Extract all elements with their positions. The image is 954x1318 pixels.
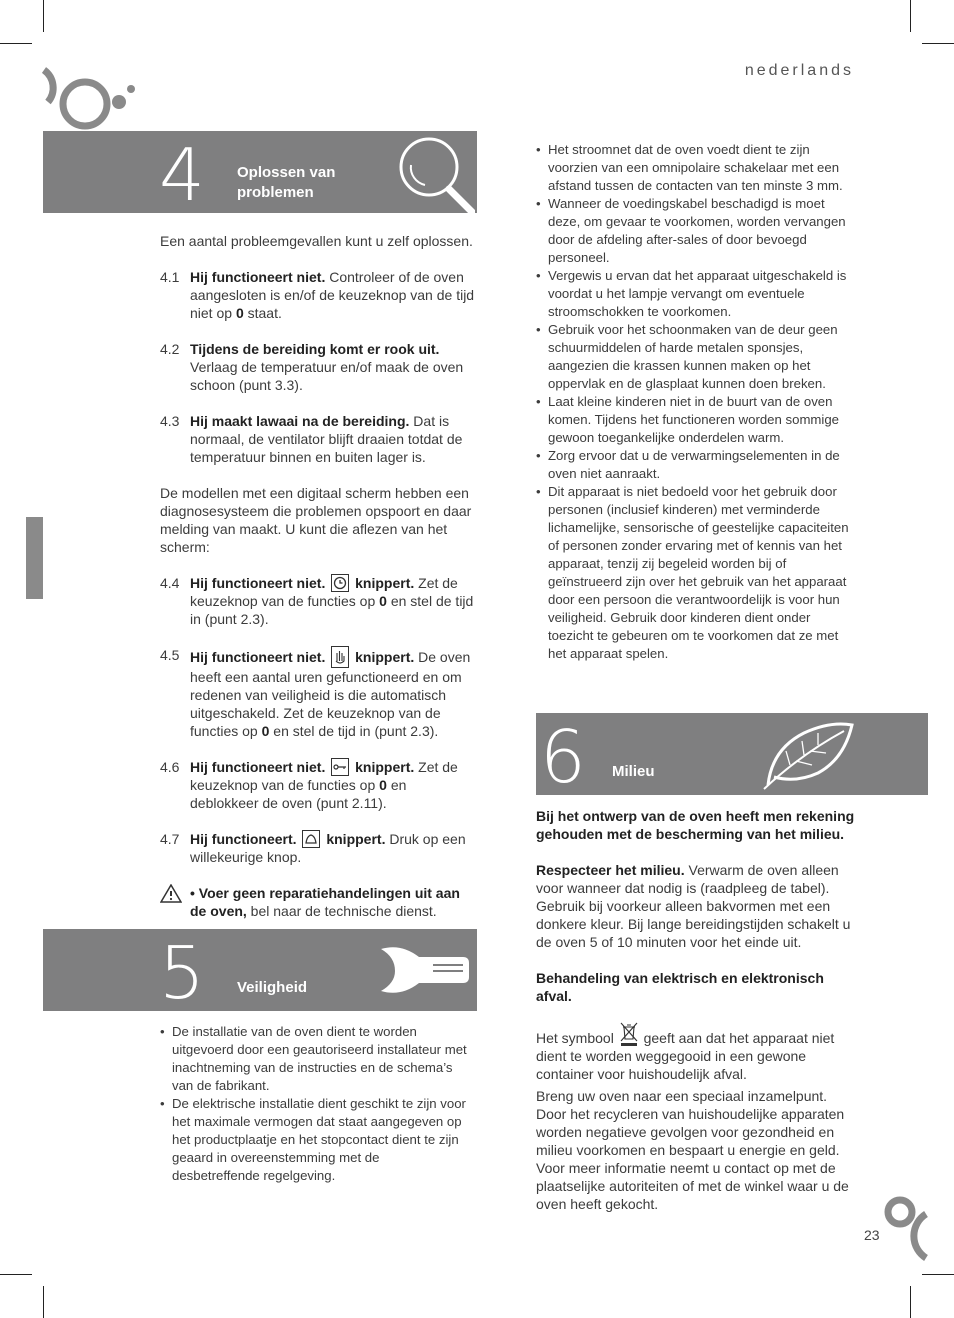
list-item: • Het stroomnet dat de oven voedt dient te zijn voorzien van een omnipolaire schakelaar met een afstand tussen de contacten van ten minste 3 mm. bbox=[536, 141, 854, 195]
key-icon bbox=[331, 758, 349, 776]
hand-icon bbox=[331, 646, 349, 668]
crop-mark bbox=[922, 43, 954, 44]
list-item: • De elektrische installatie dient geschikt te zijn voor het maximale vermogen dat staat aangegeven op het productplaatje en het stopcontact dient te zijn geaard in overeenstemming met de desbetreffende regelgeving. bbox=[160, 1095, 470, 1185]
list-item: 4.6 Hij functioneert niet. knippert. Zet de keuzeknop van de functies op 0 en deblokkeer de oven (punt 2.11). bbox=[160, 759, 458, 811]
intro-text: Een aantal probleemgevallen kunt u zelf oplossen. bbox=[160, 233, 473, 249]
clock-icon bbox=[331, 574, 349, 592]
safety-list-left bbox=[160, 1023, 470, 1185]
waste-symbol-text: Het symbool geeft aan dat het apparaat niet dient te worden weggegooid in een gewone container voor huishoudelijk afval. bbox=[536, 1021, 856, 1083]
decorative-circles-icon bbox=[880, 1192, 954, 1262]
crop-mark bbox=[922, 1274, 954, 1275]
section-title: Oplossen van problemen bbox=[237, 164, 336, 201]
wrench-icon bbox=[371, 939, 471, 1003]
section-5-banner bbox=[43, 929, 477, 1015]
crop-mark bbox=[910, 0, 911, 32]
section-4-content bbox=[160, 232, 478, 920]
section-5-content bbox=[160, 1023, 470, 1185]
language-label: nederlands bbox=[744, 62, 854, 79]
waste-heading: Behandeling van elektrisch en elektronisch afval. bbox=[536, 970, 824, 1004]
warning-note: • Voer geen reparatiehandelingen uit aan de oven, bel naar de technische dienst. bbox=[160, 884, 478, 920]
section-4-banner bbox=[43, 131, 477, 217]
side-tab bbox=[26, 517, 43, 599]
recycle-text: Breng uw oven naar een speciaal inzamelpunt. Door het recycleren van huishoudelijke apparaten worden negatieve gevolgen voor gezondheid en milieu voorkomen en bespaart u energie en geld. Voor meer informatie neemt u contact op met de plaatselijke autoriteiten of met de winkel waar u de oven heeft gekocht. bbox=[536, 1088, 849, 1212]
list-item: • Wanneer de voedingskabel beschadigd is moet deze, om gevaar te voorkomen, worden vervangen door de afdeling after-sales of door bevoegd personeel. bbox=[536, 195, 854, 267]
list-item: • Gebruik voor het schoonmaken van de deur geen schuurmiddelen of harde metalen sponsjes, aangezien die krassen kunnen maken op het oppervlak en de glasplaat kunnen doen breken. bbox=[536, 321, 854, 393]
crop-mark bbox=[910, 1286, 911, 1318]
list-item: • Vergewis u ervan dat het apparaat uitgeschakeld is voordat u het lampje vervangt om eventuele stroomschokken te voorkomen. bbox=[536, 267, 854, 321]
crossed-bin-icon bbox=[618, 1021, 640, 1047]
bell-icon bbox=[302, 830, 320, 848]
safety-list-right bbox=[536, 141, 854, 663]
section-title: Veiligheid bbox=[237, 979, 308, 996]
section-number: 4 bbox=[159, 133, 205, 217]
section-6-banner bbox=[536, 713, 928, 799]
list-item: 4.7 Hij functioneert. knippert. Druk op een willekeurige knop. bbox=[160, 831, 466, 865]
section-6-content bbox=[536, 807, 856, 1213]
milieu-respect: Respecteer het milieu. Verwarm de oven alleen voor wanneer dat nodig is (raadpleeg de tabel). Gebruik bij voorkeur alleen bakvormen met een donkere kleur. Bij lange bereidingstijden schakelt u de oven 5 of 10 minuten voor het einde uit. bbox=[536, 862, 851, 950]
section-number: 5 bbox=[159, 931, 205, 1015]
list-item: • Zorg ervoor dat u de verwarmingselementen in de oven niet aanraakt. bbox=[536, 447, 854, 483]
section-5-content-right bbox=[536, 141, 854, 663]
section-number: 6 bbox=[540, 715, 586, 799]
list-item: • Dit apparaat is niet bedoeld voor het gebruik door personen (inclusief kinderen) met verminderde lichamelijke, sensorische of geestelijke capaciteiten of personen zonder ervaring met of kennis van het apparaat, tenzij zij begeleid worden bij of geïnstrueerd zijn over het gebruik van het apparaat door een persoon die verantwoordelijk is voor hun veiligheid. Gebruik door kinderen dient onder toezicht te gebeuren om te voorkomen dat ze met het apparaat spelen. bbox=[536, 483, 854, 663]
crop-mark bbox=[43, 1286, 44, 1318]
warning-icon bbox=[160, 884, 182, 903]
leaf-icon bbox=[760, 719, 856, 791]
magnifier-icon bbox=[395, 135, 475, 215]
page-number: 23 bbox=[864, 1227, 880, 1243]
list-item: 4.5 Hij functioneert niet. knippert. De oven heeft een aantal uren gefunctioneerd en om redenen van veiligheid is die automatisch uitgeschakeld. Zet de keuzeknop van de functies op 0 en stel de tijd in (punt 2.3). bbox=[160, 647, 471, 739]
list-item: • De installatie van de oven dient te worden uitgevoerd door een geautoriseerd installateur met inachtneming van de instructies en de schema’s van de fabrikant. bbox=[160, 1023, 470, 1095]
milieu-intro: Bij het ontwerp van de oven heeft men rekening gehouden met de bescherming van het milieu. bbox=[536, 808, 855, 842]
list-item: 4.1 Hij functioneert niet. Controleer of de oven aangesloten is en/of de keuzeknop van de tijd niet op 0 staat. bbox=[160, 269, 475, 321]
list-item: 4.3 Hij maakt lawaai na de bereiding. Dat is normaal, de ventilator blijft draaien totdat de temperatuur binnen en buiten lager is. bbox=[160, 413, 463, 465]
crop-mark bbox=[0, 1274, 32, 1275]
crop-mark bbox=[0, 43, 32, 44]
crop-mark bbox=[43, 0, 44, 32]
list-item: 4.2 Tijdens de bereiding komt er rook uit. Verlaag de temperatuur en/of maak de oven schoon (punt 3.3). bbox=[160, 341, 464, 393]
decorative-circles-icon bbox=[40, 62, 140, 134]
list-item: 4.4 Hij functioneert niet. knippert. Zet de keuzeknop van de functies op 0 en stel de tijd in (punt 2.3). bbox=[160, 575, 474, 627]
list-item: • Laat kleine kinderen niet in de buurt van de oven komen. Tijdens het functioneren worden sommige gewoon toegankelijke onderdelen warm. bbox=[536, 393, 854, 447]
digital-intro: De modellen met een digitaal scherm hebben een diagnosesysteem die problemen opspoort en daar melding van maakt. U kunt die aflezen van het scherm: bbox=[160, 485, 472, 555]
section-title: Milieu bbox=[612, 763, 655, 780]
